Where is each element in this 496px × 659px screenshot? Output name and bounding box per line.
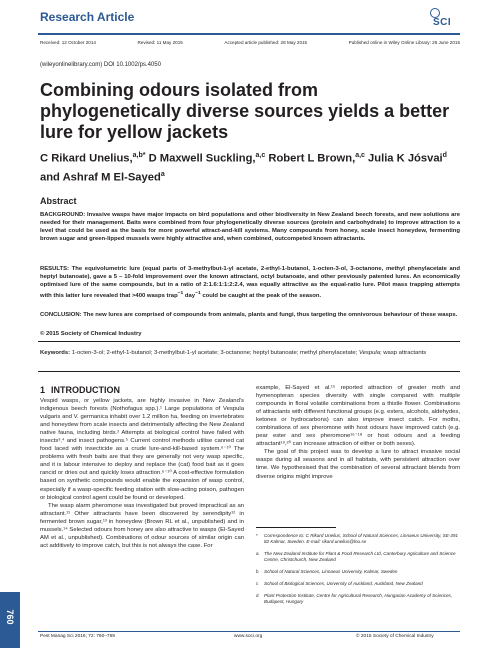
footnote [256, 533, 460, 545]
keywords-tail: ; wasp attractants [380, 350, 427, 356]
left-column [40, 397, 244, 550]
date-received: Received: 12 October 2014 [40, 40, 96, 45]
footer-site-link[interactable]: www.soci.org [234, 634, 263, 639]
paragraph: Vespid wasps, or yellow jackets, are highly invasive in New Zealand’s indigenous beech forests (Nothofagus spp.).¹ Large populations of Vespula vulgaris and V. germanica inhabit over 1.2 million ha, feeding on invertebrates and honeydew from scale insects and detrimentally affecting the New Zealand native fauna, including birds.² Attempts at biological control have failed with insects³,⁴ and insect pathogens.⁵ Current control methods utilise canned cat food laced with insecticide as a crude lure-and-kill-based system.⁶⁻¹⁰ The problems with fresh baits are that they are generally not very wasp specific, and it is labour intensive to deploy and replace the (cat) food bait as it goes rancid or dries out and quickly loses attraction.⁶⁻¹⁰ A cost-effective formulation based on synthetic compounds would enable the expansion of wasp control, especially if a wasp-specific feeding station with slow-acting poison, pathogen or biological control agent could be found or developed. [40, 398, 244, 501]
footer-journal: Pest Manag Sci 2016; 72: 760–769 [40, 634, 115, 639]
author-affiliation: a,c [355, 152, 365, 159]
author-name: and Ashraf M El-Sayed [40, 171, 161, 184]
article-title: Combining odours isolated from phylogenetically diverse sources yields a better lure for yellow jackets [40, 80, 450, 142]
footnote [256, 551, 460, 563]
footnote-text: School of Natural Sciences, Linnaeus University, Kalmar, Sweden [264, 569, 398, 574]
section-title: INTRODUCTION [51, 385, 121, 395]
footnote-text: The New Zealand Institute for Plant & Food Research Ltd, Canterbury Agriculture and Science Centre, Christchurch, New Zealand [264, 551, 456, 562]
footnote-text: Correspondence to: C Rikard Unelius, School of Natural Sciences, Linnaeus University, SE-391 82 Kalmar, Sweden. E-mail: rikard.unelius@lnu.se [264, 533, 458, 544]
footer-copyright: © 2015 Society of Chemical Industry [356, 634, 434, 639]
footnote-text: School of Biological Sciences, University of Auckland, Auckland, New Zealand [264, 581, 423, 586]
footnote-mark: b [256, 569, 259, 574]
right-column [256, 384, 460, 481]
paragraph: The wasp alarm pheromone was investigated but proved impractical as an attractant.¹¹ Other attractants have been discovered by serendipity¹² in fermented brown sugar,¹³ in honeydew (Brown RL et al., unpublished) and in mussels.¹⁴ Selected odours from honey are also attractive to wasps (El-Sayed AM et al., unpublished). Combinations of odour sources of similar origin can act additively to improve catch, but this is not always the case. For [40, 502, 244, 549]
footnote-mark: c [256, 581, 259, 586]
results-end: could be caught at the peak of the season. [200, 292, 322, 299]
footnote [256, 569, 460, 575]
keywords-rule-bottom [38, 371, 460, 372]
keywords-label: Keywords: [40, 350, 71, 356]
author-list [40, 148, 460, 185]
date-revised: Revised: 11 May 2015 [137, 40, 183, 45]
footnote [256, 581, 460, 587]
results-mid: day [183, 292, 196, 299]
footnote-mark: * [256, 533, 258, 538]
journal-section-label: Research Article [40, 10, 135, 24]
article-dates [40, 40, 460, 45]
footnote [256, 593, 460, 605]
footnotes [256, 533, 460, 611]
paragraph: The goal of this project was to develop a lure to attract invasive social wasps during all seasons and in all habitats, with persistent attraction over time. We hypothesised that the combination of several attractant blends from diverse origins might improve [256, 449, 460, 480]
paragraph: example, El-Sayed et al.¹⁵ reported attraction of greater moth and hymenopteran species diversity with single compared with multiple compounds in floral volatile combinations from a thistle flower. Combinations of attractants with different functional groups (e.g. esters, alcohols, aldehydes, ketones or hydrocarbons) can also improve insect catch. For moths, combinations of sex pheromone with host odours have improved catch (e.g. pear ester and sex pheromone¹⁶⁻¹⁸ or host odours and a feeding attractant¹⁹,²⁰ can increase attraction of either or both sexes). [256, 385, 460, 448]
results-sup-1: −1 [177, 290, 184, 296]
keywords [40, 349, 460, 357]
author-affiliation: a [160, 170, 165, 178]
conclusion-label: CONCLUSION: [40, 312, 82, 318]
author-affiliation: d [442, 152, 447, 159]
keywords-rule-top [38, 341, 460, 342]
keywords-italic: Vespula [358, 350, 381, 356]
results-label: RESULTS: [40, 266, 70, 272]
sci-logo [426, 8, 460, 30]
header-rule [38, 33, 460, 35]
author-affiliation: a,c [255, 152, 266, 159]
footnote-mark: a [256, 551, 259, 556]
footnote-text: Plant Protection Institute, Centre for Agricultural Research, Hungarian Academy of Sciences, Budapest, Hungary [264, 593, 453, 604]
section-number: 1 [40, 385, 46, 395]
abstract-copyright: © 2015 Society of Chemical Industry [40, 331, 142, 337]
author-name: Robert L Brown, [265, 152, 356, 165]
page-number-tab [0, 592, 20, 648]
keywords-text: 1-octen-3-ol; 2-ethyl-1-butanol; 3-methylbut-1-yl acetate; 3-octanone; heptyl butanoate; methyl phenylacetate; [70, 350, 359, 356]
results-sup-2: −1 [195, 290, 201, 296]
logo-text: SCI [433, 17, 452, 28]
author-affiliation: a,b* [132, 152, 146, 159]
abstract-background [40, 212, 460, 244]
section-heading [40, 385, 120, 395]
footnote-mark: d [256, 593, 259, 598]
footer-rule [38, 631, 460, 632]
abstract-heading: Abstract [40, 196, 77, 206]
date-accepted: Accepted article published: 28 May 2015 [224, 40, 308, 45]
author-name: Julia K Jósvai [364, 152, 443, 165]
conclusion-text: The new lures are comprised of compounds from animals, plants and fungi, thus targeting the omnivorous behaviour of these wasps. [81, 312, 458, 318]
page-number: 760 [5, 609, 15, 625]
background-text: Invasive wasps have major impacts on bird populations and other biodiversity in New Zealand beech forests, and new solutions are needed for their management. Baits were combined from four phylogenetically diverse sources (protein and carbohydrate) to improve attraction to a level that could be used as the basis for more powerful attract-and-kill systems. Many compounds from honey, scale insect honeydew, fermenting brown sugar and green-lipped mussels were highly attractive and, when combined, outcompeted known attractants. [40, 212, 460, 242]
author-name: D Maxwell Suckling, [145, 152, 256, 165]
footnote-rule [256, 527, 336, 528]
date-published: Published online in Wiley Online Library: 25 June 2015 [348, 40, 460, 45]
background-label: BACKGROUND: [40, 212, 86, 218]
abstract-results [40, 266, 460, 301]
doi-line[interactable]: (wileyonlinelibrary.com) DOI 10.1002/ps.4050 [40, 62, 161, 68]
abstract-conclusion [40, 312, 460, 320]
author-name: C Rikard Unelius, [40, 152, 133, 165]
results-text: The equivolumetric lure (equal parts of 3-methylbut-1-yl acetate, 2-ethyl-1-butanol, 1-octen-3-ol, 3-octanone, methyl phenylacetate and heptyl butanoate), gave a 5 – 10-fold improvement over the known attractant, octyl butanoate, and other previously patented lures. An economically optimised lure of the same compounds, but in a ratio of 2:1.6:1:1:2:2.4, was equally attractive as the equal-ratio lure. Pilot mass trapping attempts with this latter lure revealed that >400 wasps trap [40, 266, 460, 299]
